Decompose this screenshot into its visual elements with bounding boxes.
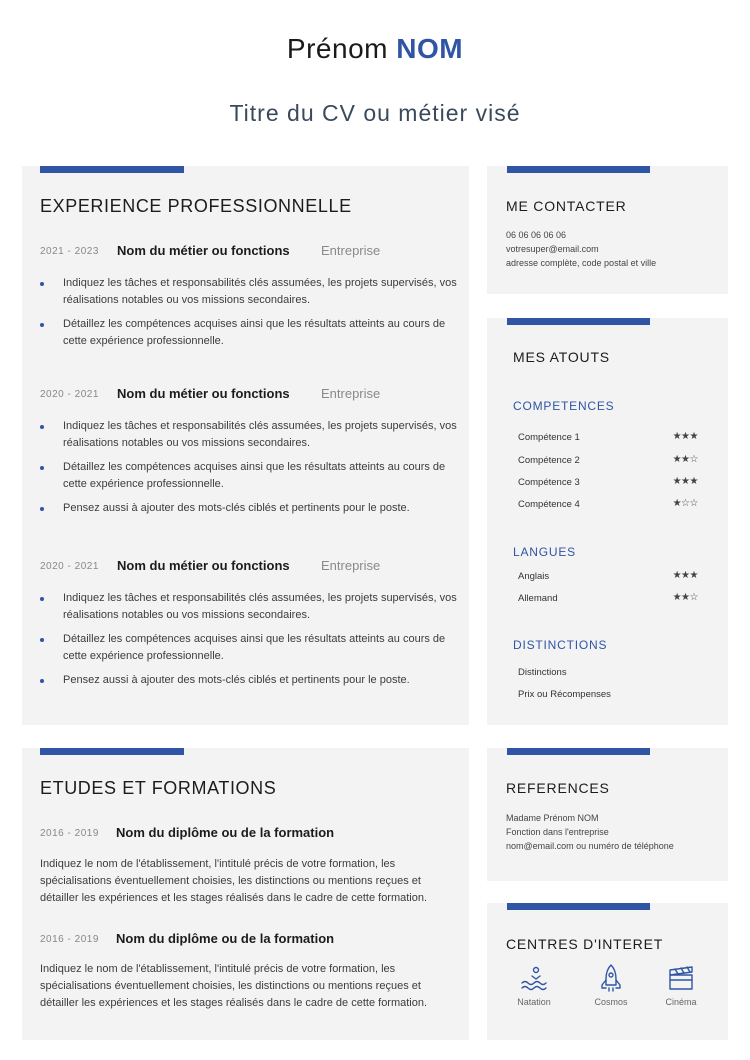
contact-email: votresuper@email.com [506,244,599,254]
experience-section [22,166,469,725]
job-company: Entreprise [321,558,381,573]
education-description: Indiquez le nom de l'établissement, l'intitulé précis de votre formation, les spécialisations éventuellement choisies, les distinctions ou mentions reçues et détailler les expériences et les stages réalisés dans le cadre de cette formation. [40,963,428,1009]
section-title: EXPERIENCE PROFESSIONNELLE [40,196,352,216]
job-entry [40,386,470,514]
section-accent-bar [507,318,650,325]
star-rating-icon: ★★★ [672,476,698,487]
job-bullet: Détaillez les compétences acquises ainsi que les résultats atteints au cours de cette expérience professionnelle. [40,631,470,665]
section-title: REFERENCES [506,780,610,796]
section-accent-bar [507,903,650,910]
job-date: 2020 - 2021 [40,389,99,400]
section-accent-bar [40,166,184,173]
education-date: 2016 - 2019 [40,828,99,839]
job-date: 2021 - 2023 [40,246,99,257]
education-title: Nom du diplôme ou de la formation [116,931,335,946]
job-title: Nom du métier ou fonctions [117,243,290,258]
interests-section [487,903,728,1040]
references-section [487,748,728,881]
interest-item [581,963,641,1007]
job-bullet: Indiquez les tâches et responsabilités clés assumées, les projets supervisés, vos réalisations notables ou vos missions secondaires. [40,590,470,624]
job-bullet: Pensez aussi à ajouter des mots-clés ciblés et pertinents pour le poste. [40,672,470,689]
rocket-icon [596,963,626,993]
skill-label: Compétence 2 [518,455,580,466]
language-label: Anglais [518,571,550,582]
interest-label: Cosmos [594,997,628,1007]
section-accent-bar [507,748,650,755]
skill-row [518,432,698,448]
section-title: ME CONTACTER [506,198,627,214]
swimming-icon [519,963,549,993]
star-rating-icon: ★☆☆ [672,498,698,509]
job-company: Entreprise [321,243,381,258]
skill-label: Compétence 1 [518,432,580,443]
education-section [22,748,469,1040]
contact-section [487,166,728,294]
star-rating-icon: ★★★ [672,431,698,442]
education-description: Indiquez le nom de l'établissement, l'intitulé précis de votre formation, les spécialisations éventuellement choisies, les distinctions ou mentions reçues et détailler les expériences et les stages réalisés dans le cadre de cette formation. [40,858,428,904]
bullet-dot [40,597,44,601]
job-date: 2020 - 2021 [40,561,99,572]
langues-title: LANGUES [513,545,576,559]
section-accent-bar [507,166,650,173]
last-name: NOM [396,33,464,64]
bullet-dot [40,425,44,429]
bullet-dot [40,466,44,470]
bullet-dot [40,282,44,286]
job-bullet: Indiquez les tâches et responsabilités clés assumées, les projets supervisés, vos réalisations notables ou vos missions secondaires. [40,418,470,452]
interest-item [504,963,564,1007]
skill-label: Compétence 4 [518,499,580,510]
bullet-dot [40,323,44,327]
star-rating-icon: ★★★ [672,570,698,581]
candidate-name [0,33,750,65]
reference-name: Madame Prénom NOM [506,813,599,823]
job-title: Nom du métier ou fonctions [117,386,290,401]
competences-title: COMPETENCES [513,399,615,413]
job-title: Nom du métier ou fonctions [117,558,290,573]
interest-label: Natation [517,997,551,1007]
job-entry [40,558,470,686]
bullet-dot [40,638,44,642]
education-title: Nom du diplôme ou de la formation [116,825,335,840]
section-title: ETUDES ET FORMATIONS [40,778,277,798]
bullet-dot [40,507,44,511]
distinctions-title: DISTINCTIONS [513,638,608,652]
interest-label: Cinéma [665,997,697,1007]
language-row [518,571,698,587]
interest-item [651,963,711,1007]
distinction-item: Prix ou Récompenses [518,689,611,700]
cv-subtitle: Titre du CV ou métier visé [229,100,521,126]
reference-contact: nom@email.com ou numéro de téléphone [506,841,674,851]
skills-section [487,318,728,725]
skill-row [518,455,698,471]
clapperboard-icon [666,963,696,993]
education-date: 2016 - 2019 [40,934,99,945]
contact-address: adresse complète, code postal et ville [506,258,657,268]
job-company: Entreprise [321,386,381,401]
bullet-dot [40,679,44,683]
first-name: Prénom [286,33,388,64]
section-title: MES ATOUTS [513,349,610,365]
section-title: CENTRES D'INTERET [506,936,664,952]
language-row [518,593,698,609]
section-accent-bar [40,748,184,755]
reference-role: Fonction dans l'entreprise [506,827,609,837]
distinction-item: Distinctions [518,667,567,678]
skill-label: Compétence 3 [518,477,580,488]
skill-row [518,499,698,515]
job-bullet: Indiquez les tâches et responsabilités clés assumées, les projets supervisés, vos réalisations notables ou vos missions secondaires. [40,275,470,309]
job-bullet: Pensez aussi à ajouter des mots-clés ciblés et pertinents pour le poste. [40,500,470,517]
star-rating-icon: ★★☆ [672,592,698,603]
job-bullet: Détaillez les compétences acquises ainsi que les résultats atteints au cours de cette expérience professionnelle. [40,316,470,350]
contact-phone: 06 06 06 06 06 [506,230,567,240]
skill-row [518,477,698,493]
language-label: Allemand [518,593,558,604]
star-rating-icon: ★★☆ [672,454,698,465]
job-bullet: Détaillez les compétences acquises ainsi que les résultats atteints au cours de cette expérience professionnelle. [40,459,470,493]
job-entry [40,243,470,347]
